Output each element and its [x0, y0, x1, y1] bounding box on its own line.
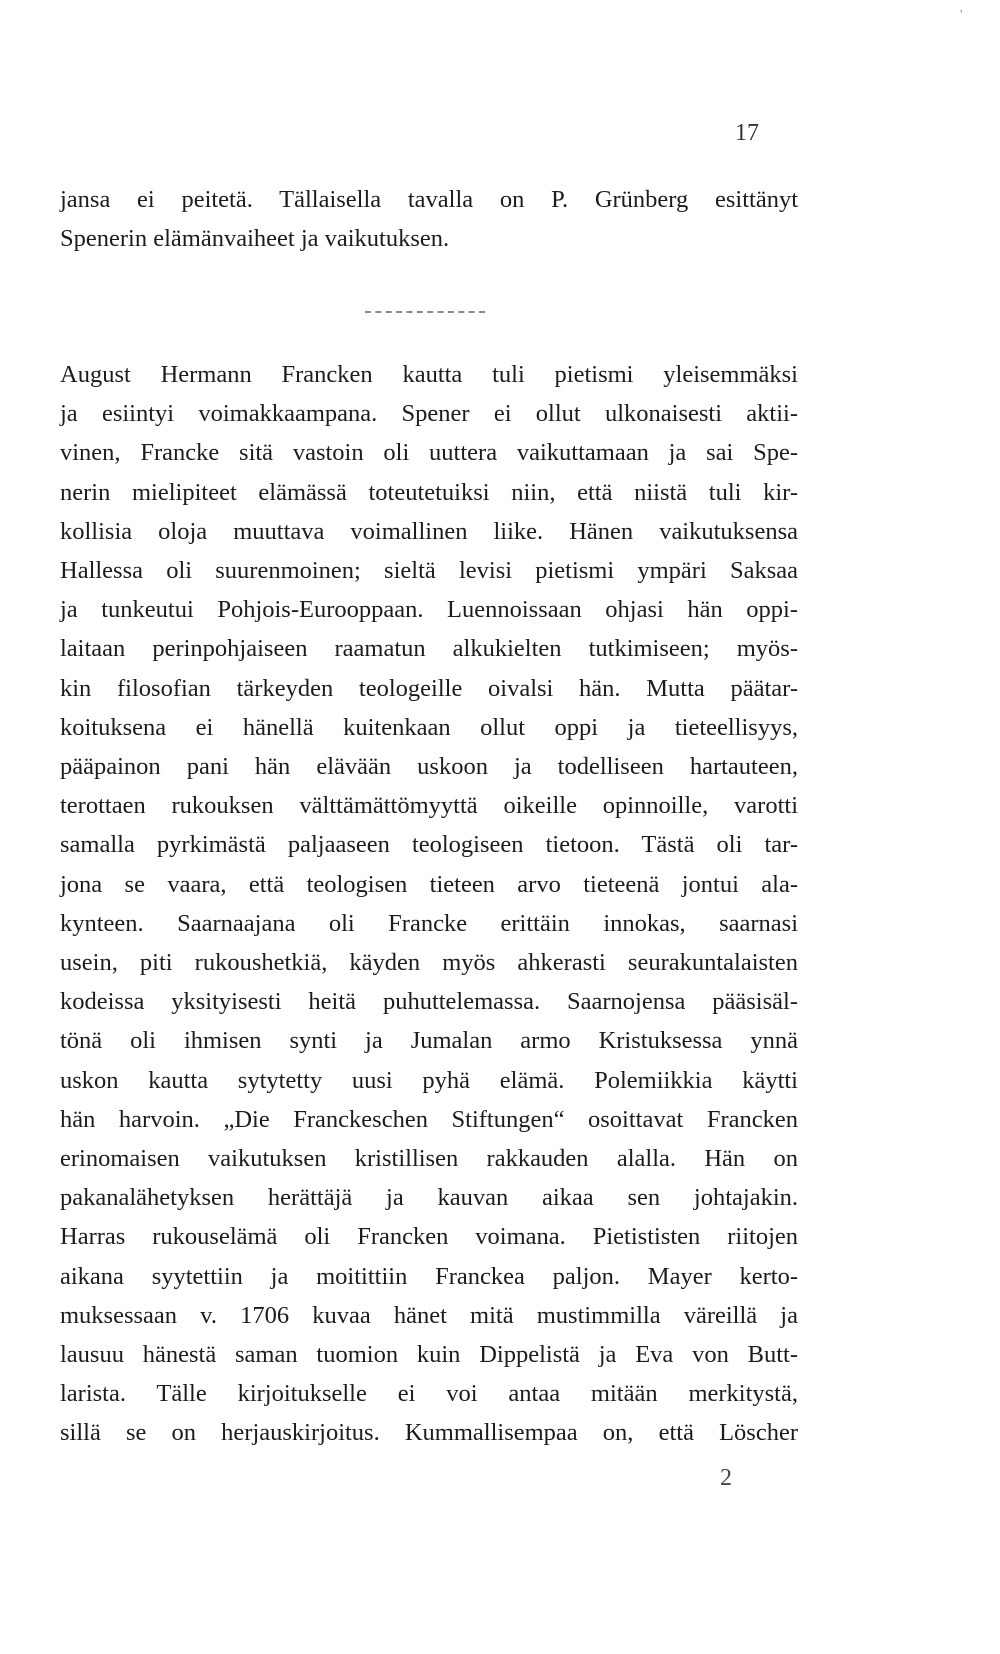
section-separator [365, 311, 485, 313]
paragraph-line: kin filosofian tärkeyden teologeille oivalsi hän. Mutta päätar- [60, 674, 798, 702]
paragraph-line: Hallessa oli suurenmoinen; sieltä levisi pietismi ympäri Saksaa [60, 557, 798, 585]
paragraph-2 [60, 355, 798, 1453]
paragraph-line: jansa ei peitetä. Tällaisella tavalla on P. Grünberg esittänyt [60, 186, 798, 213]
paragraph-line: koituksena ei hänellä kuitenkaan ollut oppi ja tieteellisyys, [60, 713, 798, 741]
paragraph-line: usein, piti rukoushetkiä, käyden myös ahkerasti seurakuntalaisten [60, 949, 798, 977]
paragraph-line: terottaen rukouksen välttämättömyyttä oikeille opinnoille, varotti [60, 792, 798, 820]
paragraph-line: aikana syytettiin ja moitittiin Franckea paljon. Mayer kerto- [60, 1262, 798, 1290]
paragraph-line: vinen, Francke sitä vastoin oli uuttera vaikuttamaan ja sai Spe- [60, 439, 798, 467]
paragraph-line: ja tunkeutui Pohjois-Eurooppaan. Luennoissaan ohjasi hän oppi- [60, 596, 798, 624]
paragraph-line: tönä oli ihmisen synti ja Jumalan armo Kristuksessa ynnä [60, 1027, 798, 1055]
page-number: 17 [735, 120, 759, 146]
paragraph-line: erinomaisen vaikutuksen kristillisen rakkauden alalla. Hän on [60, 1145, 798, 1173]
paragraph-line: larista. Tälle kirjoitukselle ei voi antaa mitään merkitystä, [60, 1380, 798, 1408]
paragraph-line: laitaan perinpohjaiseen raamatun alkukielten tutkimiseen; myös- [60, 635, 798, 663]
paragraph-line: nerin mielipiteet elämässä toteutetuiksi niin, että niistä tuli kir- [60, 478, 798, 506]
corner-mark: ' [960, 8, 963, 23]
paragraph-line: kollisia oloja muuttava voimallinen liike. Hänen vaikutuksensa [60, 517, 798, 545]
paragraph-line: August Hermann Francken kautta tuli pietismi yleisemmäksi [60, 361, 798, 388]
paragraph-1 [60, 180, 798, 258]
paragraph-line: Harras rukouselämä oli Francken voimana. Pietististen riitojen [60, 1223, 798, 1251]
paragraph-line: pääpainon pani hän elävään uskoon ja todelliseen hartauteen, [60, 753, 798, 781]
paragraph-line: lausuu hänestä saman tuomion kuin Dippelistä ja Eva von Butt- [60, 1341, 798, 1369]
paragraph-line: ja esiintyi voimakkaampana. Spener ei ollut ulkonaisesti aktii- [60, 400, 798, 428]
paragraph-line: kodeissa yksityisesti heitä puhuttelemassa. Saarnojensa pääsisäl- [60, 988, 798, 1016]
paragraph-line: hän harvoin. „Die Franckeschen Stiftungen“ osoittavat Francken [60, 1105, 798, 1133]
paragraph-line: Spenerin elämänvaiheet ja vaikutuksen. [60, 225, 450, 253]
paragraph-line: jona se vaara, että teologisen tieteen arvo tieteenä jontui ala- [60, 870, 798, 898]
paragraph-line: sillä se on herjauskirjoitus. Kummallisempaa on, että Löscher [60, 1419, 798, 1447]
paragraph-line: kynteen. Saarnaajana oli Francke erittäin innokas, saarnasi [60, 909, 798, 937]
paragraph-line: muksessaan v. 1706 kuvaa hänet mitä mustimmilla väreillä ja [60, 1301, 798, 1329]
paragraph-line: pakanalähetyksen herättäjä ja kauvan aikaa sen johtajakin. [60, 1184, 798, 1212]
paragraph-line: uskon kautta sytytetty uusi pyhä elämä. Polemiikkia käytti [60, 1066, 798, 1094]
paragraph-line: samalla pyrkimästä paljaaseen teologiseen tietoon. Tästä oli tar- [60, 831, 798, 859]
signature-mark: 2 [720, 1465, 732, 1491]
